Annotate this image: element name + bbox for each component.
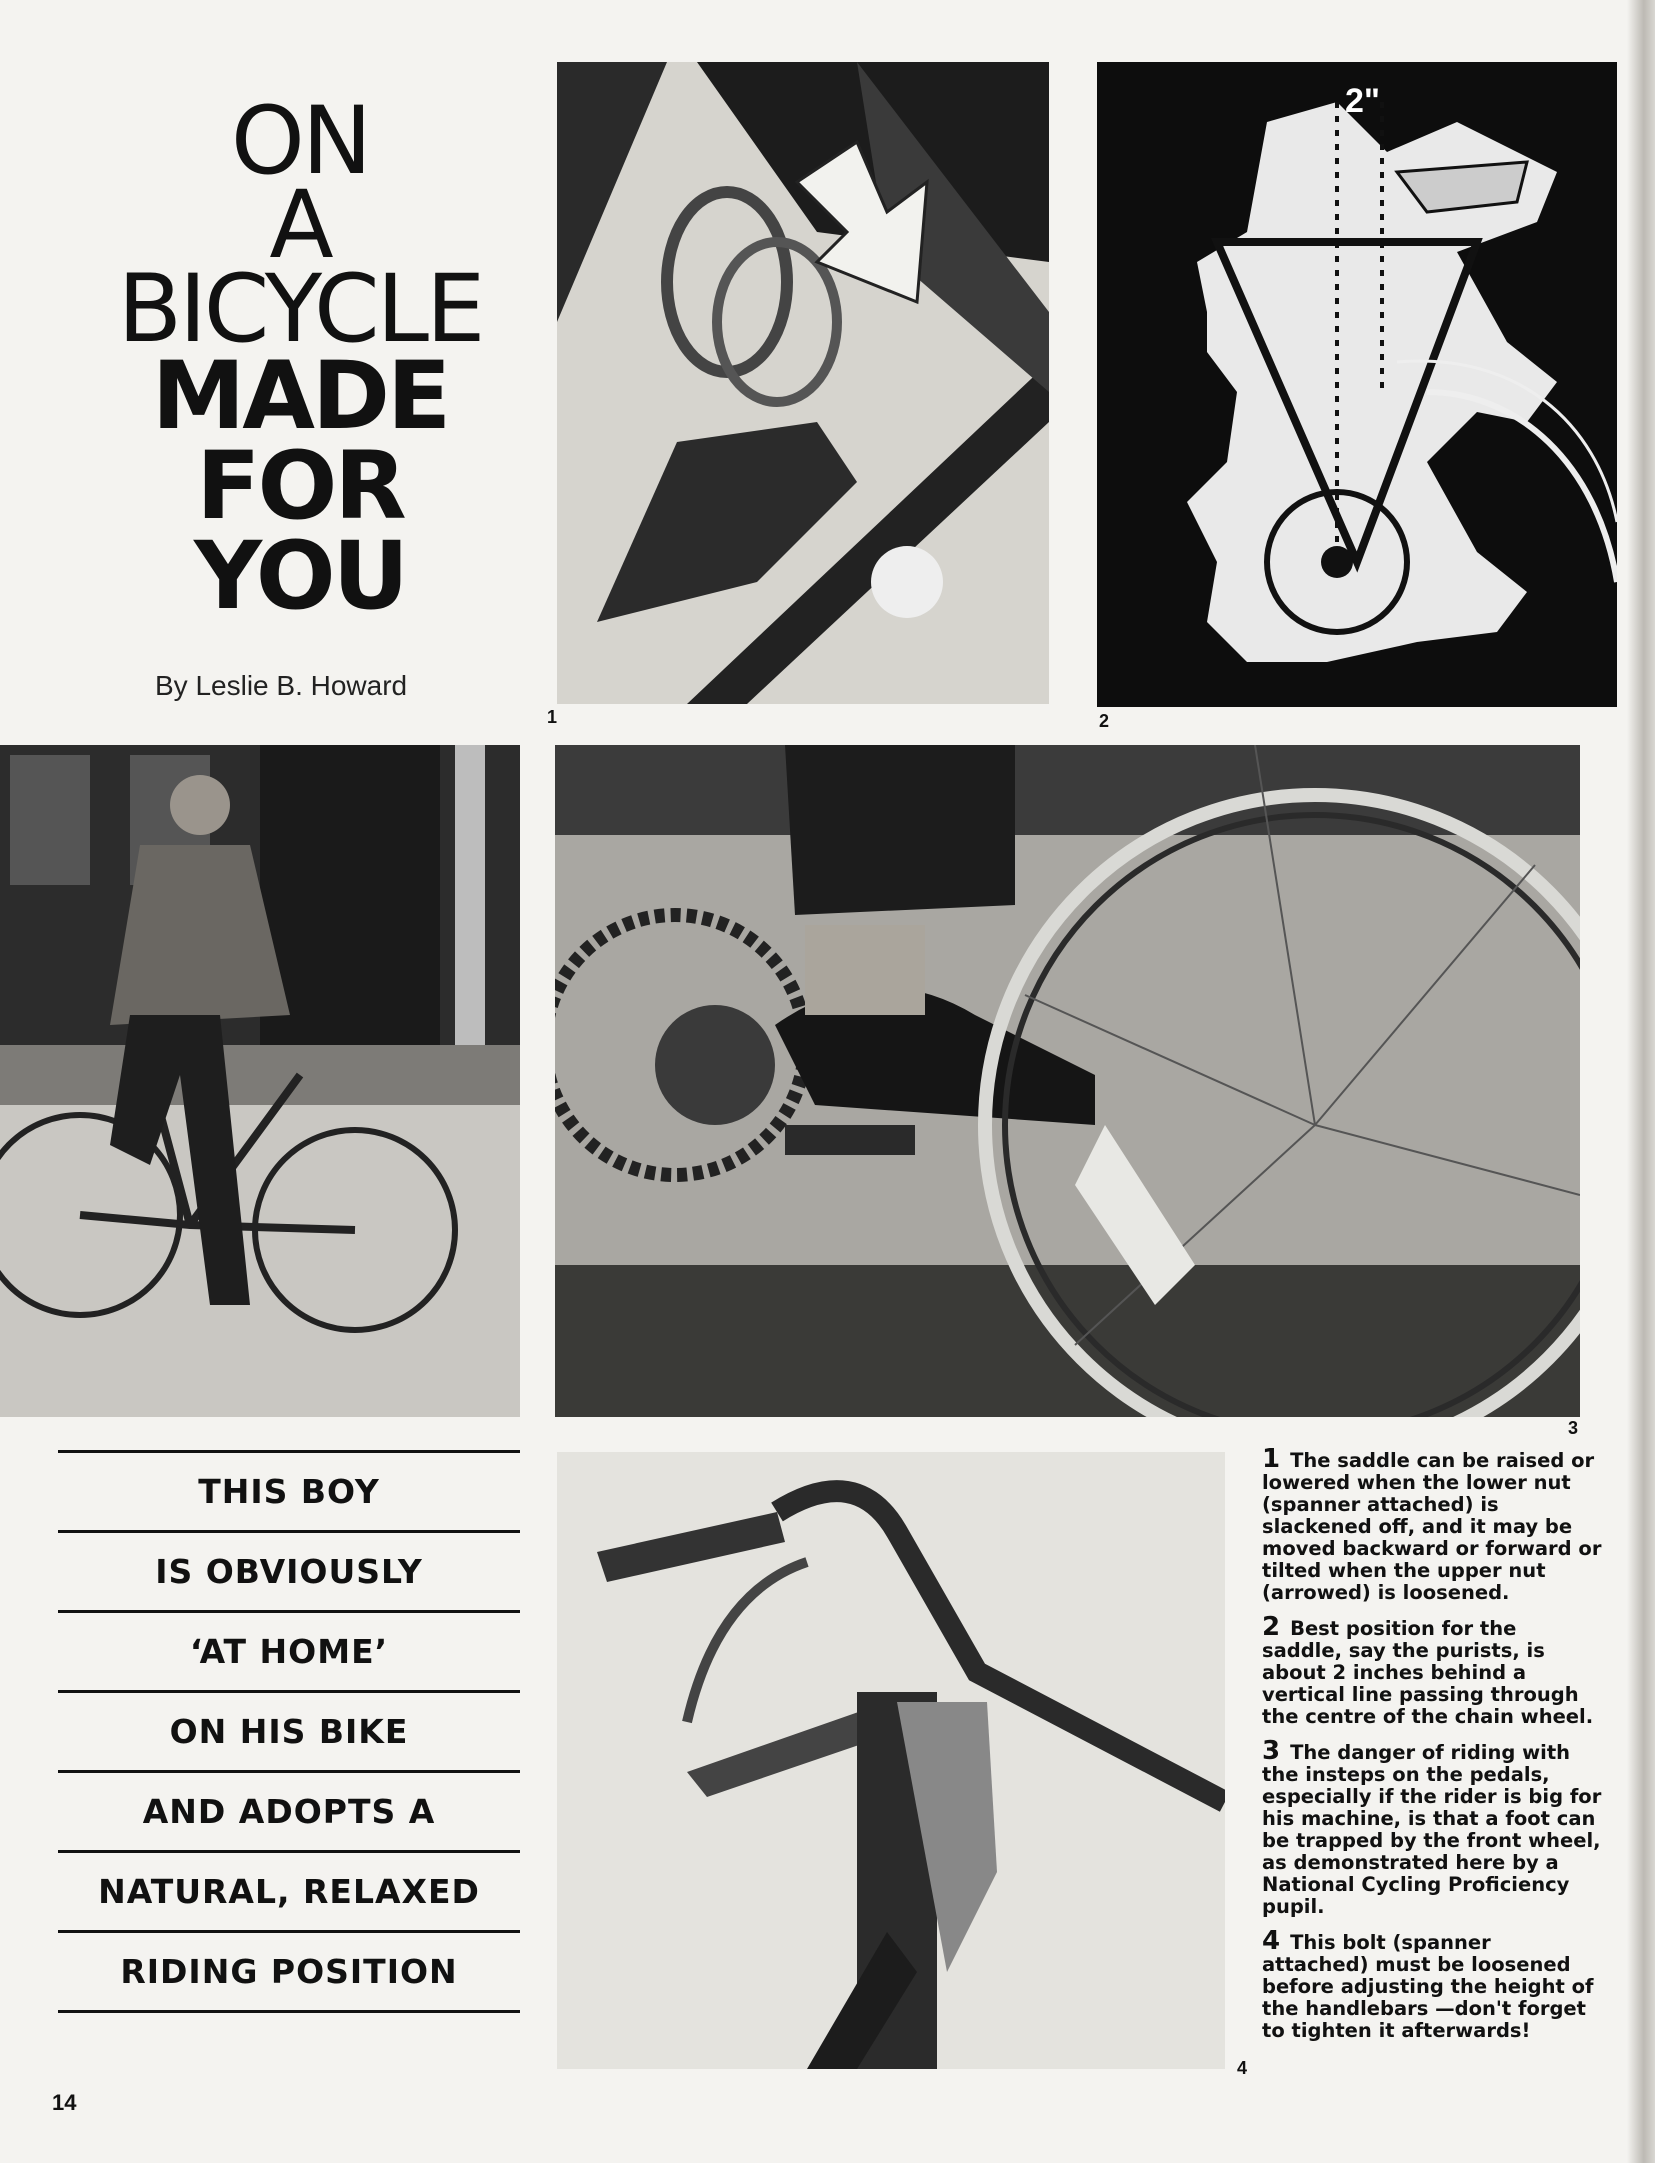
diagram-saddle-position (1097, 62, 1617, 707)
photo-boy-on-bike (0, 745, 520, 1417)
pullquote-line: ON HIS BIKE (169, 1712, 409, 1751)
title-line-a: A (269, 171, 331, 280)
pullquote (58, 1450, 520, 2013)
page-number: 14 (52, 2090, 77, 2115)
caption-2 (1262, 1612, 1602, 1728)
pullquote-line: RIDING POSITION (120, 1952, 458, 1991)
photo-3-number: 3 (1568, 1418, 1579, 1438)
caption-number: 1 (1262, 1444, 1281, 1474)
title-line-for: FOR (196, 432, 404, 541)
byline: By Leslie B. Howard (155, 670, 408, 701)
title-line-bicycle: BICYCLE (117, 255, 483, 364)
caption-text: Best position for the saddle, say the purists, is about 2 inches behind a vertical line passing through the centre of the chain wheel. (1262, 1617, 1594, 1728)
caption-text: The danger of riding with the insteps on the pedals, especially if the rider is big for his machine, is that a foot can be trapped by the front wheel, as demonstrated here by a National Cycling Proficiency pupil. (1262, 1741, 1602, 1918)
pullquote-line: NATURAL, RELAXED (98, 1872, 480, 1911)
measure-label: 2" (1345, 82, 1381, 120)
pullquote-line: ‘AT HOME’ (189, 1632, 389, 1671)
pullquote-line: IS OBVIOUSLY (155, 1552, 423, 1591)
article-title (100, 87, 500, 631)
caption-number: 2 (1262, 1612, 1281, 1642)
title-line-you: YOU (194, 522, 406, 631)
title-line-on: ON (230, 87, 370, 196)
captions (1262, 1444, 1602, 2054)
caption-3 (1262, 1736, 1602, 1918)
pullquote-line: THIS BOY (198, 1472, 380, 1511)
photo-1-number: 1 (547, 707, 558, 727)
pullquote-line: AND ADOPTS A (142, 1792, 436, 1831)
photo-2-number: 2 (1099, 711, 1110, 731)
caption-4 (1262, 1926, 1602, 2042)
photo-handlebars (557, 1452, 1225, 2069)
photo-4-number: 4 (1237, 2058, 1248, 2078)
photo-saddle-springs (557, 62, 1049, 704)
caption-text: The saddle can be raised or lowered when the lower nut (spanner attached) is slackened off, and it may be moved backward or forward or tilted when the upper nut (arrowed) is loosened. (1262, 1449, 1602, 1604)
photo-foot-on-pedal (555, 745, 1580, 1417)
caption-number: 3 (1262, 1736, 1281, 1766)
caption-1 (1262, 1444, 1602, 1604)
title-line-made: MADE (151, 342, 449, 451)
caption-text: This bolt (spanner attached) must be loosened before adjusting the height of the handlebars —don't forget to tighten it afterwards! (1262, 1931, 1594, 2042)
page-edge (1627, 0, 1655, 2163)
caption-number: 4 (1262, 1926, 1281, 1956)
